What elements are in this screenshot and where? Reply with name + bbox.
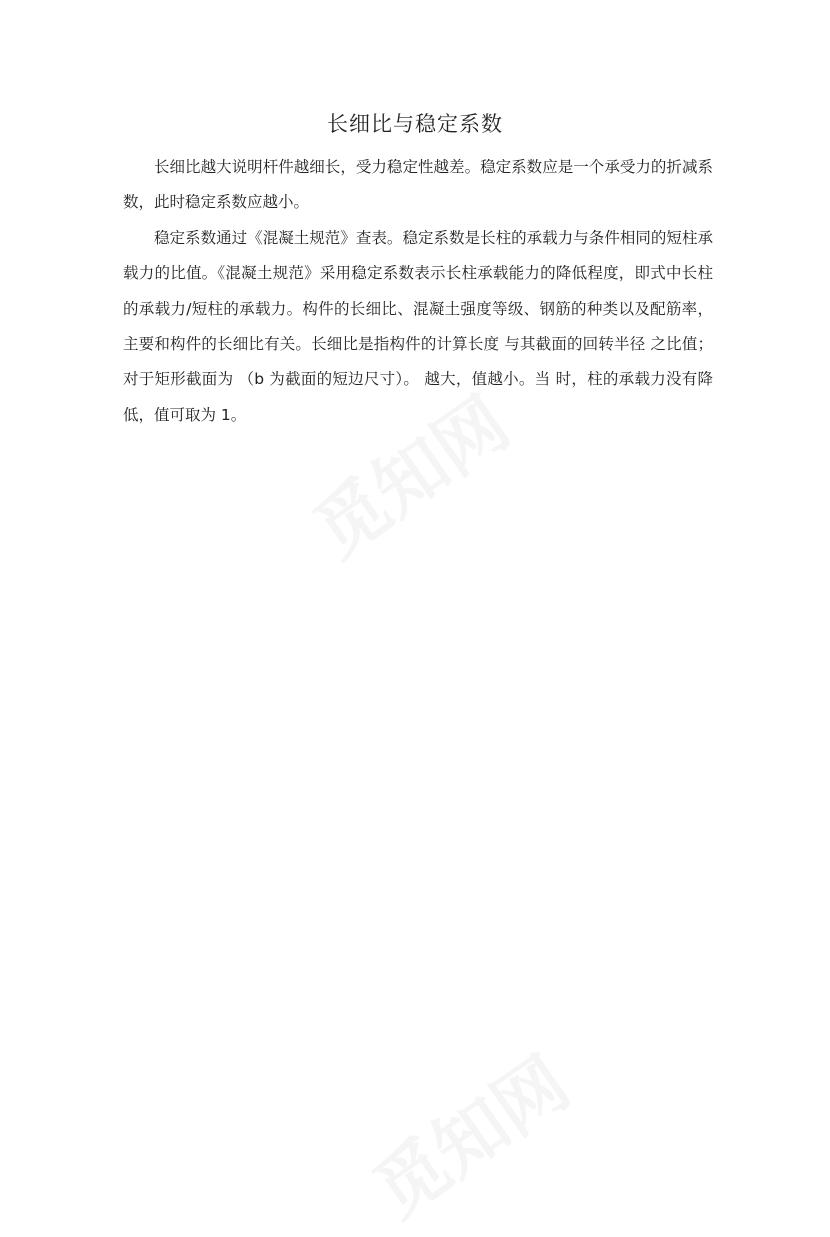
watermark: 觅知网 (298, 380, 525, 574)
document-body (123, 150, 713, 433)
watermark: 觅知网 (358, 1040, 585, 1234)
paragraph-1: 长细比越大说明杆件越细长，受力稳定性越差。稳定系数应是一个承受力的折减系数，此时稳定系数应越小。 (123, 158, 713, 212)
paragraph-2: 稳定系数通过《混凝土规范》查表。稳定系数是长柱的承载力与条件相同的短柱承载力的比值。《混凝土规范》采用稳定系数表示长柱承载能力的降低程度，即式中长柱的承载力/短柱的承载力。构件的长细比、混凝土强度等级、钢筋的种类以及配筋率，主要和构件的长细比有关。长细比是指构件的计算长度 与其截面的回转半径 之比值；对于矩形截面为 （b 为截面的短边尺寸）。 越大，值越小。当 时，柱的承载力没有降低，值可取为 1。 (123, 228, 713, 424)
document-title: 长细比与稳定系数 (327, 112, 503, 136)
